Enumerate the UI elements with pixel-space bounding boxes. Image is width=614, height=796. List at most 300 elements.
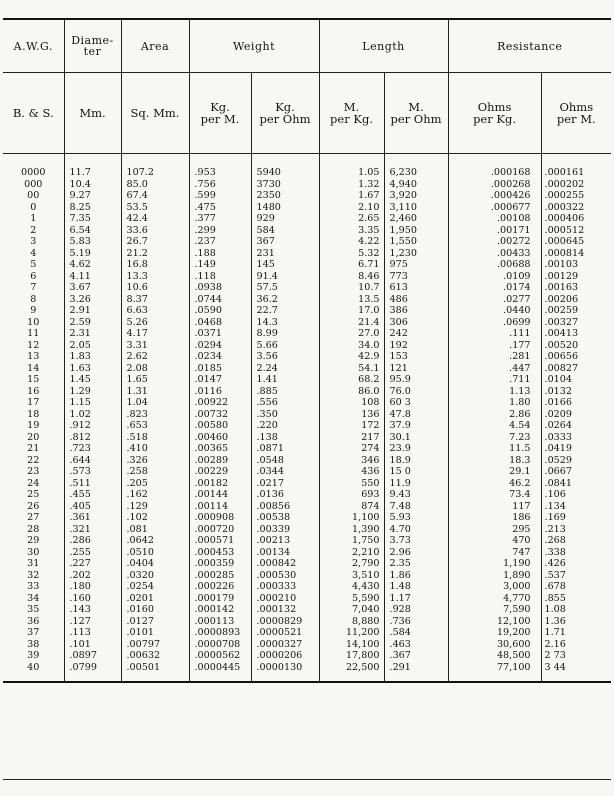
m-per-kg-cell: 217 <box>319 432 384 444</box>
kg-per-ohm-cell: 8.99 <box>251 328 319 340</box>
ohms-per-kg-cell: .0699 <box>448 317 541 329</box>
table-row <box>3 271 611 283</box>
ohms-per-kg-cell: 2.86 <box>448 409 541 421</box>
diameter-cell: 9.27 <box>64 190 121 202</box>
ohms-per-kg-cell: 1,890 <box>448 570 541 582</box>
table-row <box>3 639 611 651</box>
unit-sqmm: Sq. Mm. <box>121 73 189 154</box>
m-per-ohm-cell: 9.43 <box>384 489 448 501</box>
kg-per-ohm-cell: .0217 <box>251 478 319 490</box>
area-cell: .653 <box>121 420 189 432</box>
area-cell: .0160 <box>121 604 189 616</box>
kg-per-ohm-cell: 91.4 <box>251 271 319 283</box>
unit-m-per-kg <box>319 73 384 154</box>
diameter-cell: 1.29 <box>64 386 121 398</box>
area-cell: 42.4 <box>121 213 189 225</box>
ohms-per-kg-cell: 186 <box>448 512 541 524</box>
ohms-per-kg-cell: 7.23 <box>448 432 541 444</box>
table-row <box>3 558 611 570</box>
kg-per-ohm-cell: .0344 <box>251 466 319 478</box>
ohms-per-kg-cell: 3,000 <box>448 581 541 593</box>
m-per-ohm-cell: 386 <box>384 305 448 317</box>
kg-per-ohm-cell: 367 <box>251 236 319 248</box>
awg-cell: 33 <box>27 581 40 592</box>
ohms-per-m-cell: .00327 <box>541 317 611 329</box>
awg-cell: 27 <box>27 512 40 523</box>
kg-per-m-cell: .000571 <box>189 535 251 547</box>
area-cell: .518 <box>121 432 189 444</box>
m-per-kg-cell: 5,590 <box>319 593 384 605</box>
awg-cell: 00 <box>27 190 40 201</box>
area-cell: .823 <box>121 409 189 421</box>
m-per-kg-cell: 11,200 <box>319 627 384 639</box>
awg-cell: 10 <box>27 316 40 328</box>
m-per-kg-cell: 1,750 <box>319 535 384 547</box>
diameter-cell: .405 <box>64 501 121 513</box>
kg-per-ohm-cell: .885 <box>251 386 319 398</box>
ohms-per-kg-cell: .711 <box>448 374 541 386</box>
m-per-kg-cell: 42.9 <box>319 351 384 363</box>
ohms-per-m-cell: .00520 <box>541 340 611 352</box>
area-cell: .0101 <box>121 627 189 639</box>
diameter-cell: 4.11 <box>64 271 121 283</box>
table-row <box>3 386 611 398</box>
unit-ohms-per-m-bottom: per M. <box>556 112 596 126</box>
m-per-kg-cell: 136 <box>319 409 384 421</box>
kg-per-ohm-cell: 2350 <box>251 190 319 202</box>
m-per-ohm-cell: 2,460 <box>384 213 448 225</box>
diameter-cell: .361 <box>64 512 121 524</box>
kg-per-m-cell: .000226 <box>189 581 251 593</box>
m-per-kg-cell: 1.67 <box>319 190 384 202</box>
ohms-per-m-cell: .0529 <box>541 455 611 467</box>
ohms-per-kg-cell: 4,770 <box>448 593 541 605</box>
awg-cell: 20 <box>27 431 40 443</box>
unit-kg-per-ohm-bottom: per Ohm <box>259 112 311 126</box>
diameter-cell: 2.59 <box>64 317 121 329</box>
m-per-ohm-cell: 121 <box>384 363 448 375</box>
awg-cell: 39 <box>27 650 40 661</box>
ohms-per-kg-cell: .00272 <box>448 236 541 248</box>
m-per-ohm-cell: 306 <box>384 317 448 329</box>
ohms-per-m-cell: .0264 <box>541 420 611 432</box>
diameter-cell: .573 <box>64 466 121 478</box>
table-row <box>3 328 611 340</box>
ohms-per-m-cell: .00827 <box>541 363 611 375</box>
unit-m-per-ohm-bottom: per Ohm <box>390 112 442 126</box>
kg-per-m-cell: .0371 <box>189 328 251 340</box>
kg-per-m-cell: .000285 <box>189 570 251 582</box>
unit-m-per-ohm <box>384 73 448 154</box>
table-row <box>3 409 611 421</box>
area-cell: 21.2 <box>121 248 189 260</box>
diameter-cell: .160 <box>64 593 121 605</box>
header-length: Length <box>319 19 448 73</box>
ohms-per-m-cell: .169 <box>541 512 611 524</box>
area-cell: 13.3 <box>121 271 189 283</box>
unit-m-per-ohm-top: M. <box>408 100 424 114</box>
table-row <box>3 547 611 559</box>
diameter-cell: 1.02 <box>64 409 121 421</box>
awg-cell: 0 <box>30 201 37 213</box>
m-per-kg-cell: 172 <box>319 420 384 432</box>
m-per-ohm-cell: 47.8 <box>384 409 448 421</box>
m-per-ohm-cell: 95.9 <box>384 374 448 386</box>
ohms-per-m-cell: .0419 <box>541 443 611 455</box>
area-cell: .102 <box>121 512 189 524</box>
m-per-ohm-cell: 1.17 <box>384 593 448 605</box>
kg-per-m-cell: .0744 <box>189 294 251 306</box>
table-row <box>3 213 611 225</box>
m-per-ohm-cell: .367 <box>384 650 448 662</box>
ohms-per-kg-cell: 747 <box>448 547 541 559</box>
kg-per-m-cell: .0938 <box>189 282 251 294</box>
diameter-cell: 1.15 <box>64 397 121 409</box>
awg-cell: 36 <box>27 615 40 627</box>
ohms-per-kg-cell: 11.5 <box>448 443 541 455</box>
table-row <box>3 420 611 432</box>
table-row <box>3 512 611 524</box>
m-per-kg-cell: 86.0 <box>319 386 384 398</box>
area-cell: .0320 <box>121 570 189 582</box>
kg-per-m-cell: .0000445 <box>189 662 251 674</box>
bottom-rule-row <box>3 673 611 682</box>
kg-per-ohm-cell: .0871 <box>251 443 319 455</box>
kg-per-m-cell: .00732 <box>189 409 251 421</box>
awg-cell: 15 <box>27 374 40 385</box>
spacer-row <box>3 154 611 168</box>
kg-per-m-cell: .188 <box>189 248 251 260</box>
table-body <box>3 167 611 673</box>
kg-per-m-cell: .118 <box>189 271 251 283</box>
ohms-per-m-cell: 1.36 <box>541 616 611 628</box>
diameter-cell: 4.62 <box>64 259 121 271</box>
table-row <box>3 524 611 536</box>
table-row <box>3 248 611 260</box>
m-per-kg-cell: 21.4 <box>319 317 384 329</box>
table-row <box>3 363 611 375</box>
table-row <box>3 604 611 616</box>
awg-cell: 17 <box>27 397 40 408</box>
area-cell: 33.6 <box>121 225 189 237</box>
m-per-kg-cell: 6.71 <box>319 259 384 271</box>
table-row <box>3 501 611 513</box>
table-row <box>3 167 611 179</box>
awg-cell: 28 <box>27 523 40 535</box>
kg-per-ohm-cell: .000842 <box>251 558 319 570</box>
diameter-cell: 2.91 <box>64 305 121 317</box>
unit-kg-per-ohm <box>251 73 319 154</box>
m-per-kg-cell: 1.32 <box>319 179 384 191</box>
unit-bs: B. & S. <box>3 73 64 154</box>
header-awg: A.W.G. <box>3 19 64 73</box>
table-row <box>3 650 611 662</box>
kg-per-ohm-cell: .0000206 <box>251 650 319 662</box>
ohms-per-kg-cell: 12,100 <box>448 616 541 628</box>
bottom-rule <box>3 779 611 780</box>
diameter-cell: .0897 <box>64 650 121 662</box>
ohms-per-m-cell: .000814 <box>541 248 611 260</box>
awg-cell: 18 <box>27 408 40 420</box>
m-per-ohm-cell: 1,950 <box>384 225 448 237</box>
m-per-kg-cell: 3.35 <box>319 225 384 237</box>
ohms-per-kg-cell: .281 <box>448 351 541 363</box>
kg-per-ohm-cell: .0000521 <box>251 627 319 639</box>
kg-per-ohm-cell: .000132 <box>251 604 319 616</box>
ohms-per-m-cell: .268 <box>541 535 611 547</box>
m-per-ohm-cell: 192 <box>384 340 448 352</box>
ohms-per-m-cell: .00656 <box>541 351 611 363</box>
kg-per-ohm-cell: .0000327 <box>251 639 319 651</box>
m-per-ohm-cell: 2.35 <box>384 558 448 570</box>
kg-per-m-cell: .00460 <box>189 432 251 444</box>
kg-per-m-cell: .0000708 <box>189 639 251 651</box>
awg-cell: 16 <box>27 385 40 397</box>
m-per-ohm-cell: 5.93 <box>384 512 448 524</box>
diameter-cell: .202 <box>64 570 121 582</box>
m-per-ohm-cell: 4.70 <box>384 524 448 536</box>
ohms-per-m-cell: 1.71 <box>541 627 611 639</box>
ohms-per-m-cell: .0333 <box>541 432 611 444</box>
ohms-per-m-cell: .426 <box>541 558 611 570</box>
ohms-per-m-cell: .134 <box>541 501 611 513</box>
kg-per-m-cell: .00922 <box>189 397 251 409</box>
area-cell: 1.65 <box>121 374 189 386</box>
ohms-per-kg-cell: .111 <box>448 328 541 340</box>
area-cell: .0201 <box>121 593 189 605</box>
kg-per-m-cell: .00229 <box>189 466 251 478</box>
kg-per-ohm-cell: 5940 <box>251 167 319 179</box>
unit-kg-per-m-top: Kg. <box>210 100 230 114</box>
ohms-per-kg-cell: 1,190 <box>448 558 541 570</box>
m-per-kg-cell: 13.5 <box>319 294 384 306</box>
m-per-kg-cell: 68.2 <box>319 374 384 386</box>
diameter-cell: 1.83 <box>64 351 121 363</box>
area-cell: .0404 <box>121 558 189 570</box>
diameter-cell: 3.67 <box>64 282 121 294</box>
m-per-kg-cell: 693 <box>319 489 384 501</box>
m-per-kg-cell: 14,100 <box>319 639 384 651</box>
m-per-ohm-cell: 76.0 <box>384 386 448 398</box>
awg-cell: 31 <box>27 558 40 569</box>
m-per-kg-cell: 2.65 <box>319 213 384 225</box>
m-per-ohm-cell: .463 <box>384 639 448 651</box>
awg-cell: 21 <box>27 443 40 454</box>
awg-cell: 2 <box>30 224 37 236</box>
diameter-cell: .113 <box>64 627 121 639</box>
diameter-cell: 1.63 <box>64 363 121 375</box>
area-cell: 3.31 <box>121 340 189 352</box>
kg-per-ohm-cell: .00538 <box>251 512 319 524</box>
awg-cell: 19 <box>27 420 40 431</box>
m-per-ohm-cell: .736 <box>384 616 448 628</box>
ohms-per-kg-cell: .0277 <box>448 294 541 306</box>
ohms-per-m-cell: .00259 <box>541 305 611 317</box>
ohms-per-kg-cell: 29.1 <box>448 466 541 478</box>
ohms-per-kg-cell: .0174 <box>448 282 541 294</box>
m-per-ohm-cell: 18.9 <box>384 455 448 467</box>
ohms-per-kg-cell: 77,100 <box>448 662 541 674</box>
m-per-ohm-cell: 3.73 <box>384 535 448 547</box>
awg-cell: 8 <box>30 293 37 305</box>
ohms-per-m-cell: .000322 <box>541 202 611 214</box>
m-per-kg-cell: 27.0 <box>319 328 384 340</box>
area-cell: .129 <box>121 501 189 513</box>
ohms-per-m-cell: .00103 <box>541 259 611 271</box>
diameter-cell: 11.7 <box>64 167 121 179</box>
diameter-cell: .227 <box>64 558 121 570</box>
area-cell: 2.62 <box>121 351 189 363</box>
kg-per-m-cell: .000142 <box>189 604 251 616</box>
awg-cell: 40 <box>27 661 40 673</box>
area-cell: .410 <box>121 443 189 455</box>
unit-ohms-per-kg-top: Ohms <box>477 100 512 114</box>
m-per-kg-cell: 7,040 <box>319 604 384 616</box>
awg-cell: 25 <box>27 489 40 500</box>
kg-per-ohm-cell: .0000829 <box>251 616 319 628</box>
ohms-per-m-cell: .00413 <box>541 328 611 340</box>
kg-per-ohm-cell: .000530 <box>251 570 319 582</box>
diameter-cell: 2.05 <box>64 340 121 352</box>
diameter-cell: 5.83 <box>64 236 121 248</box>
area-cell: 2.08 <box>121 363 189 375</box>
area-cell: .00501 <box>121 662 189 674</box>
m-per-kg-cell: 17.0 <box>319 305 384 317</box>
area-cell: .00797 <box>121 639 189 651</box>
kg-per-m-cell: .00114 <box>189 501 251 513</box>
m-per-ohm-cell: 6,230 <box>384 167 448 179</box>
table-row <box>3 351 611 363</box>
table-row <box>3 374 611 386</box>
kg-per-ohm-cell: .0000130 <box>251 662 319 674</box>
diameter-cell: .255 <box>64 547 121 559</box>
table-row <box>3 535 611 547</box>
diameter-cell: .127 <box>64 616 121 628</box>
kg-per-m-cell: .000908 <box>189 512 251 524</box>
ohms-per-m-cell: .00129 <box>541 271 611 283</box>
awg-cell: 22 <box>27 454 40 466</box>
diameter-cell: .912 <box>64 420 121 432</box>
m-per-kg-cell: 17,800 <box>319 650 384 662</box>
ohms-per-kg-cell: 48,500 <box>448 650 541 662</box>
diameter-cell: 6.54 <box>64 225 121 237</box>
ohms-per-m-cell: .00206 <box>541 294 611 306</box>
ohms-per-m-cell: .0667 <box>541 466 611 478</box>
kg-per-m-cell: .756 <box>189 179 251 191</box>
m-per-kg-cell: 54.1 <box>319 363 384 375</box>
awg-cell: 9 <box>30 305 37 316</box>
unit-kg-per-ohm-top: Kg. <box>275 100 295 114</box>
table-row <box>3 282 611 294</box>
diameter-cell: 5.19 <box>64 248 121 260</box>
table-row <box>3 225 611 237</box>
ohms-per-kg-cell: .000426 <box>448 190 541 202</box>
ohms-per-kg-cell: 295 <box>448 524 541 536</box>
kg-per-m-cell: .953 <box>189 167 251 179</box>
awg-cell: 23 <box>27 466 40 477</box>
area-cell: 4.17 <box>121 328 189 340</box>
table-row <box>3 581 611 593</box>
ohms-per-m-cell: 2.16 <box>541 639 611 651</box>
m-per-kg-cell: 8.46 <box>319 271 384 283</box>
kg-per-ohm-cell: .138 <box>251 432 319 444</box>
ohms-per-kg-cell: 117 <box>448 501 541 513</box>
kg-per-m-cell: .0234 <box>189 351 251 363</box>
m-per-ohm-cell: 7.48 <box>384 501 448 513</box>
ohms-per-kg-cell: .0109 <box>448 271 541 283</box>
ohms-per-kg-cell: .000677 <box>448 202 541 214</box>
header-resistance: Resistance <box>448 19 611 73</box>
header-diameter <box>64 19 121 73</box>
ohms-per-kg-cell: 46.2 <box>448 478 541 490</box>
kg-per-m-cell: .000179 <box>189 593 251 605</box>
kg-per-ohm-cell: 2.24 <box>251 363 319 375</box>
table-row <box>3 294 611 306</box>
ohms-per-m-cell: .338 <box>541 547 611 559</box>
table-row <box>3 236 611 248</box>
kg-per-ohm-cell: 584 <box>251 225 319 237</box>
kg-per-m-cell: .237 <box>189 236 251 248</box>
kg-per-m-cell: .00182 <box>189 478 251 490</box>
ohms-per-m-cell: .000255 <box>541 190 611 202</box>
kg-per-ohm-cell: .000210 <box>251 593 319 605</box>
unit-kg-per-m-bottom: per M. <box>200 112 240 126</box>
awg-cell: 30 <box>27 546 40 558</box>
diameter-cell: .644 <box>64 455 121 467</box>
kg-per-ohm-cell: 36.2 <box>251 294 319 306</box>
m-per-ohm-cell: 1,230 <box>384 248 448 260</box>
ohms-per-kg-cell: .177 <box>448 340 541 352</box>
area-cell: 10.6 <box>121 282 189 294</box>
header-diameter-bottom: ter <box>83 45 102 58</box>
m-per-kg-cell: 108 <box>319 397 384 409</box>
awg-cell: 0000 <box>21 167 46 178</box>
ohms-per-m-cell: .0132 <box>541 386 611 398</box>
ohms-per-m-cell: 2 73 <box>541 650 611 662</box>
header-area: Area <box>121 19 189 73</box>
m-per-ohm-cell: .291 <box>384 662 448 674</box>
diameter-cell: .321 <box>64 524 121 536</box>
table-row <box>3 443 611 455</box>
kg-per-m-cell: .0147 <box>189 374 251 386</box>
unit-ohms-per-kg-bottom: per Kg. <box>473 112 516 126</box>
m-per-kg-cell: 274 <box>319 443 384 455</box>
m-per-ohm-cell: 975 <box>384 259 448 271</box>
awg-cell: 6 <box>30 270 37 282</box>
area-cell: .0254 <box>121 581 189 593</box>
area-cell: .162 <box>121 489 189 501</box>
m-per-kg-cell: 3,510 <box>319 570 384 582</box>
kg-per-ohm-cell: 1.41 <box>251 374 319 386</box>
ohms-per-m-cell: .0166 <box>541 397 611 409</box>
unit-m-per-kg-top: M. <box>343 100 360 114</box>
awg-cell: 37 <box>27 627 40 638</box>
area-cell: 6.63 <box>121 305 189 317</box>
diameter-cell: .455 <box>64 489 121 501</box>
table-row <box>3 478 611 490</box>
diameter-cell: .180 <box>64 581 121 593</box>
awg-cell: 26 <box>27 500 40 512</box>
m-per-ohm-cell: 3,920 <box>384 190 448 202</box>
awg-cell: 32 <box>27 569 40 581</box>
kg-per-ohm-cell: 3730 <box>251 179 319 191</box>
kg-per-ohm-cell: .00856 <box>251 501 319 513</box>
ohms-per-kg-cell: 18.3 <box>448 455 541 467</box>
ohms-per-kg-cell: 1.13 <box>448 386 541 398</box>
awg-cell: 35 <box>27 604 40 615</box>
units-row <box>3 73 611 154</box>
m-per-kg-cell: 1,100 <box>319 512 384 524</box>
